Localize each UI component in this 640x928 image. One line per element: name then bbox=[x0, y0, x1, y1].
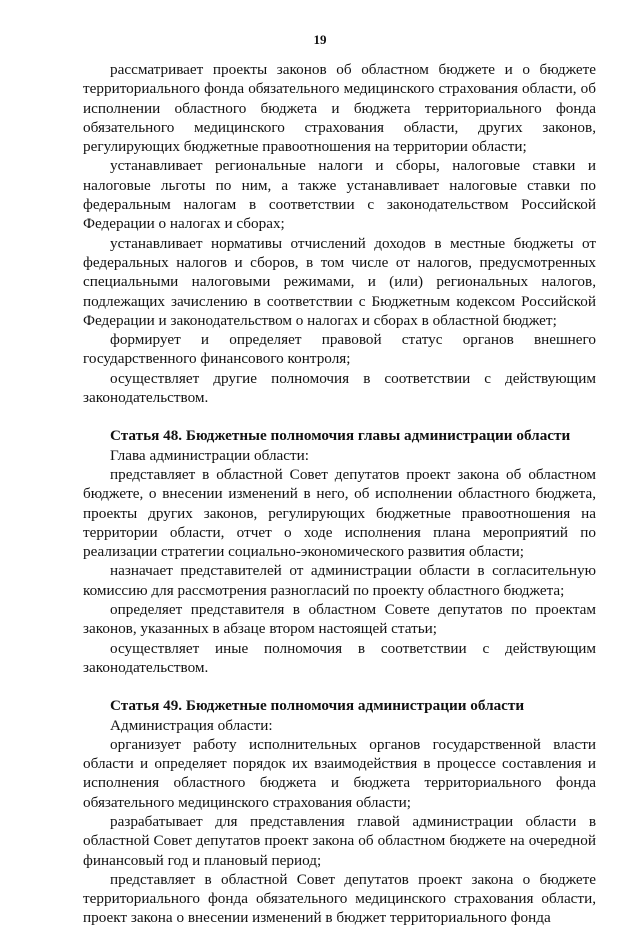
paragraph: устанавливает нормативы отчислений доходов в местные бюджеты от федеральных налогов и сборов, в том числе от налогов, предусмотренных специальными налоговыми режимами, и (или) региональных налогов, подлежащих зачислению в соответствии с Бюджетным кодексом Российской Федерации и законодательством о налогах и сборах в областной бюджет; bbox=[83, 234, 596, 329]
article-48 bbox=[83, 426, 596, 677]
page-content bbox=[83, 60, 596, 928]
paragraph: представляет в областной Совет депутатов проект закона об областном бюджете, о внесении изменений в него, об исполнении областного бюджета, проекты других законов, регулирующих бюджетные правоотношения на территории области, отчет о ходе исполнения плана мероприятий по реализации стратегии социально-экономического развития области; bbox=[83, 465, 596, 561]
article-49 bbox=[83, 696, 596, 928]
spacer bbox=[83, 677, 596, 696]
paragraph: рассматривает проекты законов об областном бюджете и о бюджете территориального фонда обязательного медицинского страхования области, об исполнении областного бюджета и бюджета территориального фонда обязательного медицинского страхования области, других законов, регулирующих бюджетные правоотношения на территории области; bbox=[83, 61, 596, 156]
paragraph: осуществляет другие полномочия в соответствии с действующим законодательством. bbox=[83, 369, 596, 407]
paragraph: разрабатывает для представления главой администрации области в областной Совет депутатов проект закона об областном бюджете на очередной финансовый год и плановый период; bbox=[83, 812, 596, 869]
paragraph: осуществляет иные полномочия в соответствии с действующим законодательством. bbox=[83, 639, 596, 676]
powers-list-continuation bbox=[83, 60, 596, 407]
paragraph: определяет представителя в областном Совете депутатов по проектам законов, указанных в абзаце втором настоящей статьи; bbox=[83, 601, 596, 638]
paragraph: Администрация области: bbox=[110, 716, 273, 734]
paragraph: назначает представителей от администрации области в согласительную комиссию для рассмотрения разногласий по проекту областного бюджета; bbox=[83, 562, 596, 599]
page-number: 19 bbox=[313, 32, 327, 47]
paragraph: устанавливает региональные налоги и сборы, налоговые ставки и налоговые льготы по ним, а также устанавливает налоговые ставки по федеральным налогам в соответствии с законодательством Российской Федерации о налогах и сборах; bbox=[83, 157, 596, 233]
paragraph: формирует и определяет правовой статус органов внешнего государственного финансового контроля; bbox=[83, 331, 596, 368]
paragraph: Глава администрации области: bbox=[110, 446, 309, 464]
spacer bbox=[83, 407, 596, 426]
article-heading: Статья 49. Бюджетные полномочия администрации области bbox=[110, 697, 525, 715]
article-heading: Статья 48. Бюджетные полномочия главы администрации области bbox=[110, 427, 571, 445]
paragraph: представляет в областной Совет депутатов проект закона о бюджете территориального фонда обязательного медицинского страхования области, проект закона о внесении изменений в бюджет территориального фонда bbox=[83, 870, 596, 927]
paragraph: организует работу исполнительных органов государственной власти области и определяет порядок их взаимодействия в процессе составления и исполнения областного бюджета и бюджета территориального фонда обязательного медицинского страхования области; bbox=[83, 735, 596, 811]
